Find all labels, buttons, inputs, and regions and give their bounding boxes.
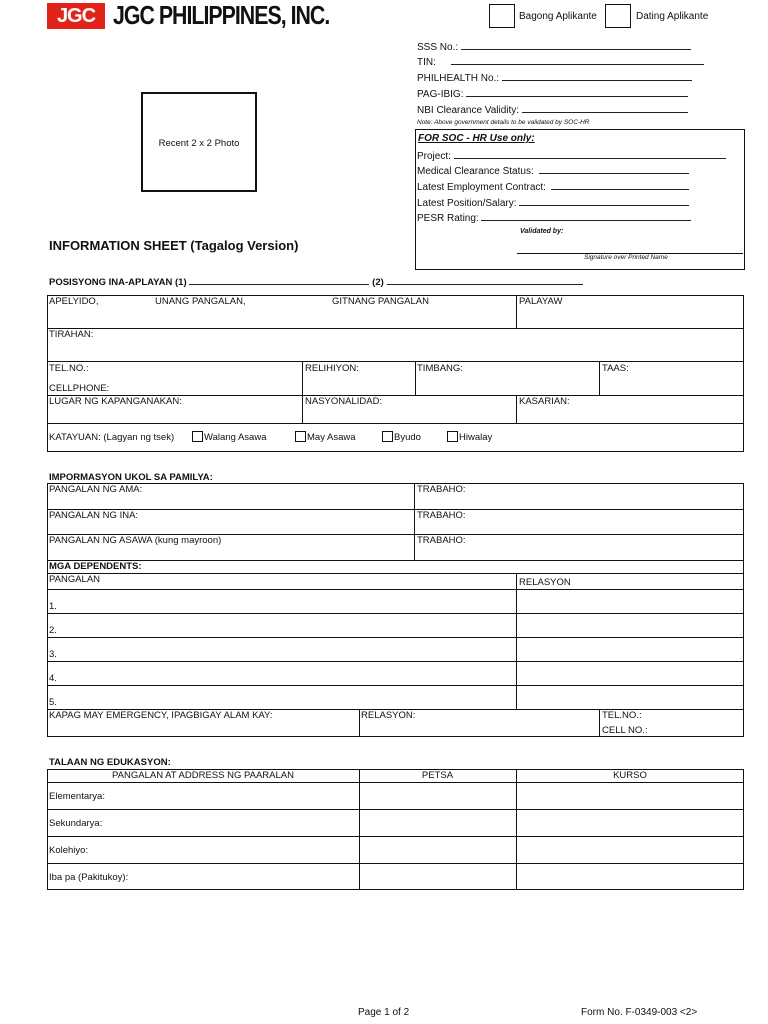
photo-box[interactable] <box>141 92 257 192</box>
edu-course-header: KURSO <box>613 770 647 781</box>
spouse-job-field[interactable]: TRABAHO: <box>417 535 466 546</box>
status-widowed-option[interactable] <box>382 431 421 443</box>
father-job-field[interactable]: TRABAHO: <box>417 484 466 495</box>
status-single-label: Walang Asawa <box>204 432 267 443</box>
emergency-cell-field[interactable]: CELL NO.: <box>602 725 648 736</box>
nickname-field[interactable]: PALAYAW <box>519 296 563 307</box>
page-title: INFORMATION SHEET (Tagalog Version) <box>49 238 299 253</box>
middle-name-field[interactable]: GITNANG PANGALAN <box>332 296 429 307</box>
project-label: Project: <box>417 151 451 162</box>
sss-field[interactable] <box>417 41 691 53</box>
status-single-option[interactable] <box>192 431 267 443</box>
photo-label: Recent 2 x 2 Photo <box>158 138 240 149</box>
family-table <box>47 483 744 737</box>
hr-box-title: FOR SOC - HR Use only: <box>418 133 535 144</box>
education-heading: TALAAN NG EDUKASYON: <box>49 757 171 768</box>
employment-contract-field[interactable] <box>417 181 689 193</box>
edu-school-header: PANGALAN AT ADDRESS NG PAARALAN <box>112 770 294 781</box>
pagibig-label: PAG-IBIG: <box>417 89 464 100</box>
position-applied-row <box>49 276 583 288</box>
medical-clearance-label: Medical Clearance Status: <box>417 166 534 177</box>
tel-no-field[interactable]: TEL.NO.: <box>49 363 89 374</box>
dependent-row[interactable]: 3. <box>49 649 57 660</box>
edu-secondary-row[interactable]: Sekundarya: <box>49 818 103 829</box>
mother-name-field[interactable]: PANGALAN NG INA: <box>49 510 139 521</box>
pagibig-field[interactable] <box>417 88 688 100</box>
medical-clearance-field[interactable] <box>417 165 689 177</box>
tin-field[interactable] <box>417 56 704 68</box>
emergency-relation-field[interactable]: RELASYON: <box>361 710 416 721</box>
dependent-row[interactable]: 1. <box>49 601 57 612</box>
form-number: Form No. F-0349-003 <2> <box>581 1007 698 1018</box>
old-applicant-label: Dating Aplikante <box>636 11 709 22</box>
tin-label: TIN: <box>417 57 436 68</box>
new-applicant-label: Bagong Aplikante <box>519 11 597 22</box>
nbi-field[interactable] <box>417 104 688 116</box>
page-number: Page 1 of 2 <box>358 1007 410 1018</box>
employment-contract-label: Latest Employment Contract: <box>417 182 546 193</box>
philhealth-label: PHILHEALTH No.: <box>417 73 500 84</box>
sss-label: SSS No.: <box>417 42 459 53</box>
sex-field[interactable]: KASARIAN: <box>519 396 570 407</box>
emergency-tel-field[interactable]: TEL.NO.: <box>602 710 642 721</box>
position-1-label: POSISYONG INA-APLAYAN (1) <box>49 277 187 288</box>
edu-date-header: PETSA <box>421 770 454 781</box>
edu-other-row[interactable]: Iba pa (Pakitukoy): <box>49 872 129 883</box>
height-field[interactable]: TAAS: <box>602 363 629 374</box>
dependent-row[interactable]: 2. <box>49 625 57 636</box>
company-logo: JGC <box>47 3 105 29</box>
edu-elementary-row[interactable]: Elementarya: <box>49 791 105 802</box>
status-married-option[interactable] <box>295 431 356 443</box>
status-widowed-label: Byudo <box>394 432 421 443</box>
mother-job-field[interactable]: TRABAHO: <box>417 510 466 521</box>
company-name: JGC PHILIPPINES, INC. <box>113 0 330 30</box>
validation-note: Note: Above government details to be validated by SOC-HR <box>417 119 590 126</box>
family-heading: IMPORMASYON UKOL SA PAMILYA: <box>49 472 213 483</box>
status-separated-label: Hiwalay <box>459 432 493 443</box>
education-table <box>47 769 744 890</box>
address-field[interactable]: TIRAHAN: <box>49 329 94 340</box>
dependent-row[interactable]: 5. <box>49 697 57 708</box>
weight-field[interactable]: TIMBANG: <box>417 363 463 374</box>
status-married-label: May Asawa <box>307 432 356 443</box>
first-name-field[interactable]: UNANG PANGALAN, <box>155 296 246 307</box>
pesr-rating-label: PESR Rating: <box>417 213 479 224</box>
position-salary-label: Latest Position/Salary: <box>417 198 517 209</box>
old-applicant-checkbox[interactable] <box>605 4 631 28</box>
pesr-rating-field[interactable] <box>417 212 691 224</box>
position-2-field[interactable] <box>387 276 583 285</box>
status-separated-checkbox[interactable] <box>447 431 458 442</box>
dependent-name-header: PANGALAN <box>49 574 101 585</box>
birthplace-field[interactable]: LUGAR NG KAPANGANAKAN: <box>49 396 182 407</box>
dependent-relation-header: RELASYON <box>519 577 571 588</box>
position-1-field[interactable] <box>189 276 369 285</box>
position-salary-field[interactable] <box>417 197 689 209</box>
dependent-row[interactable]: 4. <box>49 673 57 684</box>
status-single-checkbox[interactable] <box>192 431 203 442</box>
project-field[interactable] <box>417 150 726 162</box>
surname-field[interactable]: APELYIDO, <box>49 296 99 307</box>
dependents-heading: MGA DEPENDENTS: <box>49 561 142 572</box>
religion-field[interactable]: RELIHIYON: <box>305 363 359 374</box>
father-name-field[interactable]: PANGALAN NG AMA: <box>49 484 143 495</box>
spouse-name-field[interactable]: PANGALAN NG ASAWA (kung mayroon) <box>49 535 222 546</box>
cellphone-field[interactable]: CELLPHONE: <box>49 383 110 394</box>
status-widowed-checkbox[interactable] <box>382 431 393 442</box>
civil-status-label: KATAYUAN: (Lagyan ng tsek) <box>49 432 175 443</box>
new-applicant-checkbox[interactable] <box>489 4 515 28</box>
position-2-label: (2) <box>372 277 384 288</box>
validated-by-label: Validated by: <box>520 228 564 235</box>
personal-info-table <box>47 295 744 452</box>
status-married-checkbox[interactable] <box>295 431 306 442</box>
edu-college-row[interactable]: Kolehiyo: <box>49 845 89 856</box>
philhealth-field[interactable] <box>417 72 692 84</box>
status-separated-option[interactable] <box>447 431 492 443</box>
nationality-field[interactable]: NASYONALIDAD: <box>305 396 383 407</box>
emergency-contact-field[interactable]: KAPAG MAY EMERGENCY, IPAGBIGAY ALAM KAY: <box>49 710 273 721</box>
signature-label: Signature over Printed Name <box>584 254 668 261</box>
hr-use-box <box>415 129 745 270</box>
nbi-label: NBI Clearance Validity: <box>417 105 520 116</box>
